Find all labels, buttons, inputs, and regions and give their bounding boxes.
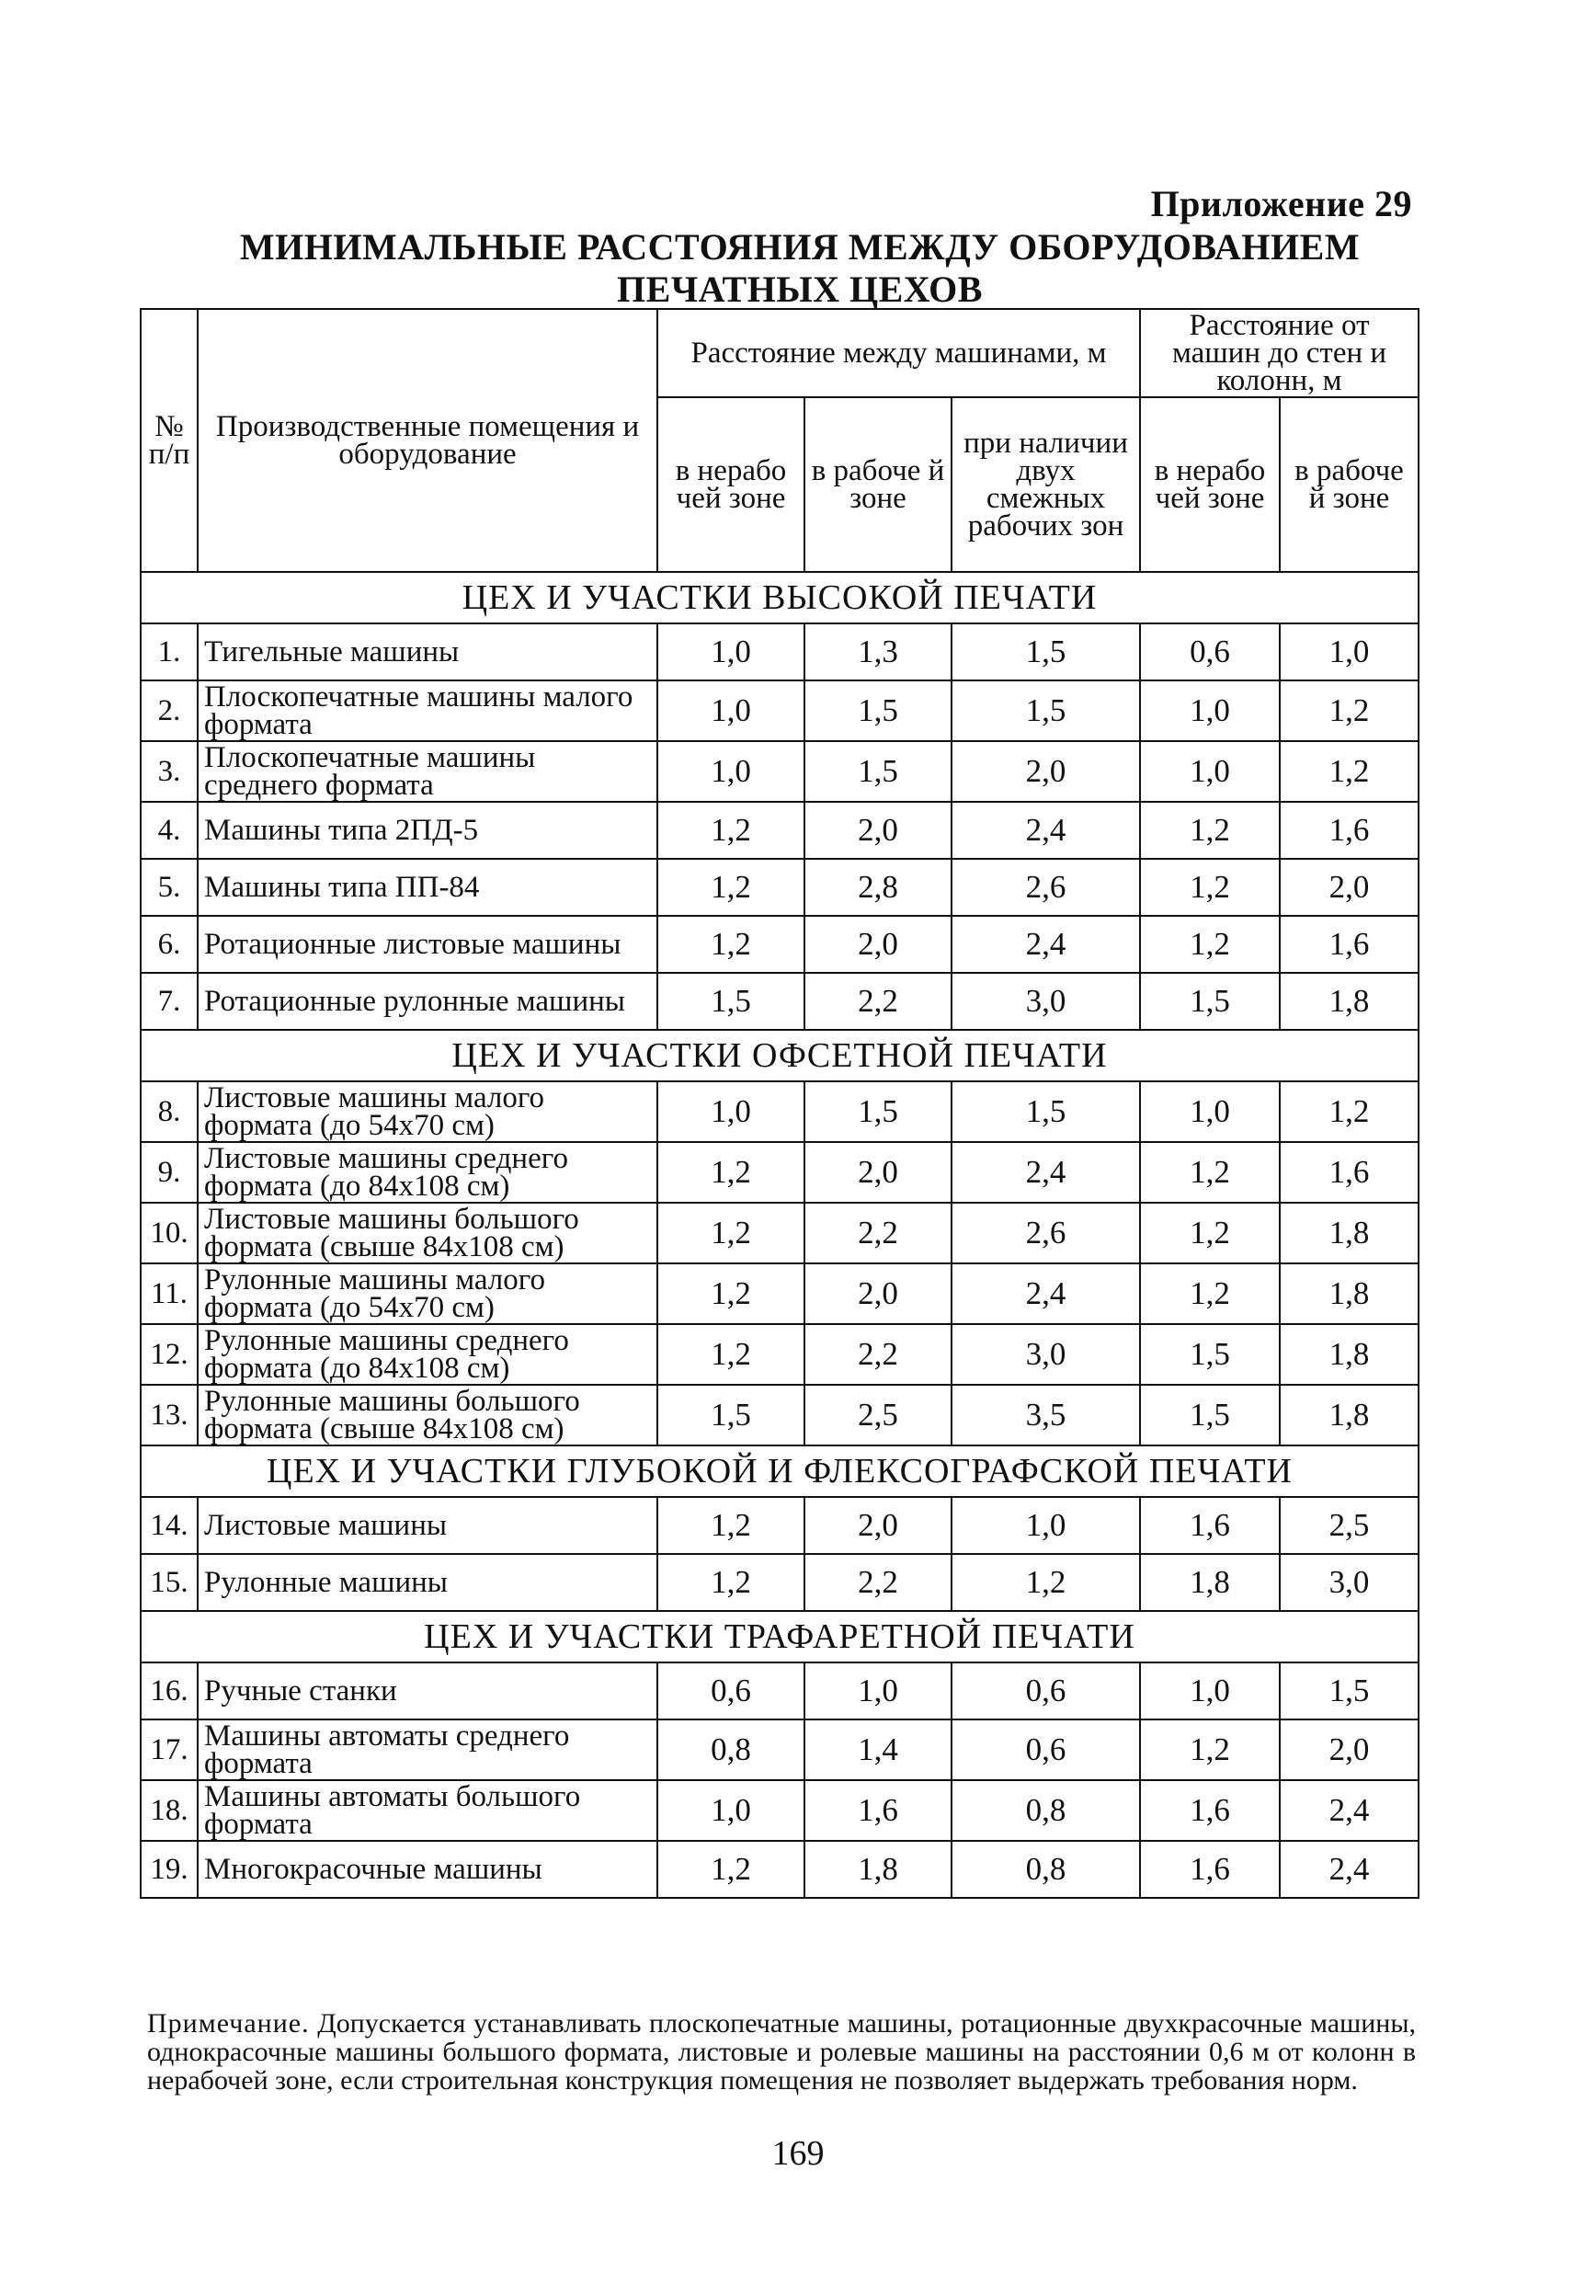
- distance-value: 1,8: [1280, 1324, 1419, 1385]
- distance-value: 2,8: [804, 859, 952, 916]
- equipment-name: Машины типа ПП-84: [198, 859, 657, 916]
- distance-value: 1,8: [804, 1841, 952, 1898]
- equipment-name: Машины автоматы среднего формата: [198, 1719, 657, 1780]
- table-row: [141, 1662, 1419, 1719]
- section-title: ЦЕХ И УЧАСТКИ ОФСЕТНОЙ ПЕЧАТИ: [141, 1030, 1419, 1081]
- equipment-name: Ротационные листовые машины: [198, 916, 657, 973]
- distance-value: 2,0: [1280, 1719, 1419, 1780]
- equipment-name: Рулонные машины среднего формата (до 84х108 см): [198, 1324, 657, 1385]
- row-number: 4.: [141, 802, 198, 859]
- distance-value: 1,2: [1140, 1719, 1280, 1780]
- distance-value: 2,0: [804, 1263, 952, 1324]
- distance-value: 1,2: [1140, 802, 1280, 859]
- distance-value: 1,5: [952, 1081, 1140, 1142]
- table-row: [141, 623, 1419, 680]
- equipment-name: Листовые машины: [198, 1497, 657, 1554]
- section-title: ЦЕХ И УЧАСТКИ ГЛУБОКОЙ И ФЛЕКСОГРАФСКОЙ ПЕЧАТИ: [141, 1445, 1419, 1497]
- distance-value: 1,0: [1140, 741, 1280, 802]
- distance-value: 3,0: [952, 1324, 1140, 1385]
- equipment-name: Многокрасочные машины: [198, 1841, 657, 1898]
- equipment-name: Ручные станки: [198, 1662, 657, 1719]
- distance-value: 1,5: [804, 680, 952, 741]
- distance-value: 1,0: [1140, 680, 1280, 741]
- distance-value: 1,2: [657, 1841, 804, 1898]
- row-number: 12.: [141, 1324, 198, 1385]
- table-row: [141, 741, 1419, 802]
- row-number: 3.: [141, 741, 198, 802]
- distance-value: 3,5: [952, 1385, 1140, 1445]
- distance-value: 1,2: [657, 802, 804, 859]
- distance-value: 1,0: [804, 1662, 952, 1719]
- row-number: 11.: [141, 1263, 198, 1324]
- distance-value: 2,2: [804, 1324, 952, 1385]
- title-line-1: МИНИМАЛЬНЫЕ РАССТОЯНИЯ МЕЖДУ ОБОРУДОВАНИЕМ: [239, 226, 1361, 268]
- distance-value: 2,0: [804, 916, 952, 973]
- table-row: [141, 1324, 1419, 1385]
- header-group-machines: Расстояние между машинами, м: [657, 309, 1140, 397]
- distance-value: 2,4: [1280, 1780, 1419, 1841]
- header-num: № п/п: [141, 309, 198, 572]
- row-number: 9.: [141, 1142, 198, 1203]
- row-number: 16.: [141, 1662, 198, 1719]
- distance-value: 1,2: [657, 1497, 804, 1554]
- equipment-name: Листовые машины малого формата (до 54х70 см): [198, 1081, 657, 1142]
- distance-value: 2,4: [952, 802, 1140, 859]
- distance-value: 1,0: [657, 1780, 804, 1841]
- table-row: [141, 1142, 1419, 1203]
- distance-value: 1,6: [1280, 802, 1419, 859]
- distance-value: 1,2: [657, 1263, 804, 1324]
- distance-value: 2,0: [804, 1497, 952, 1554]
- section-row: [141, 1611, 1419, 1662]
- distance-value: 1,2: [1140, 1142, 1280, 1203]
- section-title: ЦЕХ И УЧАСТКИ ТРАФАРЕТНОЙ ПЕЧАТИ: [141, 1611, 1419, 1662]
- distance-value: 1,5: [952, 623, 1140, 680]
- row-number: 7.: [141, 973, 198, 1030]
- header-walls-work-zone: в рабоче й зоне: [1280, 397, 1419, 572]
- distance-value: 1,5: [1280, 1662, 1419, 1719]
- distance-value: 1,2: [657, 1142, 804, 1203]
- row-number: 14.: [141, 1497, 198, 1554]
- distance-value: 1,0: [657, 741, 804, 802]
- row-number: 13.: [141, 1385, 198, 1445]
- distance-value: 2,2: [804, 973, 952, 1030]
- distance-value: 1,4: [804, 1719, 952, 1780]
- distance-value: 1,8: [1280, 1385, 1419, 1445]
- distance-value: 0,8: [952, 1780, 1140, 1841]
- distance-value: 1,6: [804, 1780, 952, 1841]
- footnote-text: Допускается устанавливать плоскопечатные машины, ротационные двухкрасочные машины, однокрасочные машины большого формата, листовые и ролевые машины на расстоянии 0,6 м от колонн в нерабочей зоне, если строительная конструкция помещения не позволяет выдержать требования норм.: [147, 2008, 1416, 2096]
- header-name: Производственные помещения и оборудование: [198, 309, 657, 572]
- distance-value: 2,2: [804, 1203, 952, 1263]
- distance-value: 2,0: [804, 1142, 952, 1203]
- table-row: [141, 1385, 1419, 1445]
- distance-value: 2,5: [804, 1385, 952, 1445]
- row-number: 18.: [141, 1780, 198, 1841]
- distance-value: 3,0: [1280, 1554, 1419, 1611]
- distance-value: 1,2: [657, 1203, 804, 1263]
- distance-value: 1,0: [657, 1081, 804, 1142]
- row-number: 10.: [141, 1203, 198, 1263]
- equipment-name: Рулонные машины малого формата (до 54х70 см): [198, 1263, 657, 1324]
- header-walls-nonwork-zone: в нерабо чей зоне: [1140, 397, 1280, 572]
- distance-value: 2,6: [952, 1203, 1140, 1263]
- distance-value: 1,5: [657, 973, 804, 1030]
- distance-value: 1,2: [952, 1554, 1140, 1611]
- table-row: [141, 1841, 1419, 1898]
- distance-value: 3,0: [952, 973, 1140, 1030]
- distance-value: 1,3: [804, 623, 952, 680]
- row-number: 8.: [141, 1081, 198, 1142]
- distance-value: 1,2: [1140, 1263, 1280, 1324]
- equipment-name: Рулонные машины большого формата (свыше 84х108 см): [198, 1385, 657, 1445]
- distance-value: 0,6: [1140, 623, 1280, 680]
- distance-value: 1,0: [1280, 623, 1419, 680]
- table-row: [141, 1497, 1419, 1554]
- distance-value: 1,2: [1140, 916, 1280, 973]
- footnote: [147, 2009, 1416, 2095]
- equipment-name: Машины автоматы большого формата: [198, 1780, 657, 1841]
- distance-value: 0,6: [657, 1662, 804, 1719]
- distance-value: 1,5: [1140, 973, 1280, 1030]
- header-nonwork-zone: в нерабо чей зоне: [657, 397, 804, 572]
- distance-value: 0,8: [657, 1719, 804, 1780]
- distance-value: 2,0: [1280, 859, 1419, 916]
- equipment-name: Тигельные машины: [198, 623, 657, 680]
- distance-value: 1,6: [1280, 1142, 1419, 1203]
- distance-value: 2,0: [804, 802, 952, 859]
- distance-value: 1,0: [657, 623, 804, 680]
- distance-value: 1,0: [952, 1497, 1140, 1554]
- table-row: [141, 1719, 1419, 1780]
- header-group-walls: Расстояние от машин до стен и колонн, м: [1140, 309, 1419, 397]
- distance-value: 1,2: [1140, 859, 1280, 916]
- distance-value: 1,8: [1280, 1203, 1419, 1263]
- distances-table: [140, 308, 1419, 1899]
- equipment-name: Машины типа 2ПД-5: [198, 802, 657, 859]
- distance-value: 1,6: [1140, 1841, 1280, 1898]
- section-title: ЦЕХ И УЧАСТКИ ВЫСОКОЙ ПЕЧАТИ: [141, 572, 1419, 623]
- row-number: 2.: [141, 680, 198, 741]
- table-row: [141, 859, 1419, 916]
- distance-value: 1,2: [1280, 680, 1419, 741]
- table-row: [141, 1203, 1419, 1263]
- row-number: 1.: [141, 623, 198, 680]
- distance-value: 1,6: [1140, 1780, 1280, 1841]
- row-number: 6.: [141, 916, 198, 973]
- distance-value: 1,6: [1140, 1497, 1280, 1554]
- header-work-zone: в рабоче й зоне: [804, 397, 952, 572]
- distance-value: 2,0: [952, 741, 1140, 802]
- distance-value: 1,0: [1140, 1081, 1280, 1142]
- distance-value: 1,8: [1140, 1554, 1280, 1611]
- appendix-label: Приложение 29: [1150, 183, 1412, 224]
- distance-value: 1,8: [1280, 973, 1419, 1030]
- table-row: [141, 1780, 1419, 1841]
- equipment-name: Плоскопечатные машины среднего формата: [198, 741, 657, 802]
- table-row: [141, 1263, 1419, 1324]
- header-adjacent-zones: при наличии двух смежных рабочих зон: [952, 397, 1140, 572]
- section-row: [141, 1445, 1419, 1497]
- distance-value: 1,0: [657, 680, 804, 741]
- table-row: [141, 680, 1419, 741]
- distance-value: 1,5: [952, 680, 1140, 741]
- distance-value: 1,8: [1280, 1263, 1419, 1324]
- distance-value: 1,2: [1140, 1203, 1280, 1263]
- table-row: [141, 1554, 1419, 1611]
- title-line-2: ПЕЧАТНЫХ ЦЕХОВ: [617, 268, 983, 310]
- table-row: [141, 973, 1419, 1030]
- distance-value: 1,2: [1280, 741, 1419, 802]
- row-number: 17.: [141, 1719, 198, 1780]
- distance-value: 0,8: [952, 1841, 1140, 1898]
- table-row: [141, 1081, 1419, 1142]
- equipment-name: Листовые машины среднего формата (до 84х108 см): [198, 1142, 657, 1203]
- table-row: [141, 802, 1419, 859]
- distance-value: 2,2: [804, 1554, 952, 1611]
- distance-value: 1,5: [804, 741, 952, 802]
- page-number: 169: [771, 2134, 825, 2173]
- distance-value: 2,4: [952, 916, 1140, 973]
- distance-value: 1,2: [657, 1324, 804, 1385]
- table-row: [141, 916, 1419, 973]
- distance-value: 1,2: [1280, 1081, 1419, 1142]
- row-number: 15.: [141, 1554, 198, 1611]
- section-row: [141, 572, 1419, 623]
- distance-value: 1,5: [1140, 1324, 1280, 1385]
- equipment-name: Листовые машины большого формата (свыше 84х108 см): [198, 1203, 657, 1263]
- distance-value: 0,6: [952, 1662, 1140, 1719]
- distance-value: 2,4: [952, 1142, 1140, 1203]
- distance-value: 1,5: [1140, 1385, 1280, 1445]
- equipment-name: Ротационные рулонные машины: [198, 973, 657, 1030]
- distance-value: 1,0: [1140, 1662, 1280, 1719]
- distance-value: 1,2: [657, 1554, 804, 1611]
- distance-value: 1,5: [657, 1385, 804, 1445]
- section-row: [141, 1030, 1419, 1081]
- row-number: 5.: [141, 859, 198, 916]
- page-title: [175, 226, 1425, 311]
- row-number: 19.: [141, 1841, 198, 1898]
- equipment-name: Плоскопечатные машины малого формата: [198, 680, 657, 741]
- equipment-name: Рулонные машины: [198, 1554, 657, 1611]
- distance-value: 1,2: [657, 916, 804, 973]
- table-body: [141, 572, 1419, 1898]
- distance-value: 0,6: [952, 1719, 1140, 1780]
- distance-value: 2,6: [952, 859, 1140, 916]
- distance-value: 2,4: [1280, 1841, 1419, 1898]
- distance-value: 2,5: [1280, 1497, 1419, 1554]
- distance-value: 1,2: [657, 859, 804, 916]
- distance-value: 1,6: [1280, 916, 1419, 973]
- distance-value: 1,5: [804, 1081, 952, 1142]
- distance-value: 2,4: [952, 1263, 1140, 1324]
- footnote-label: Примечание.: [147, 2008, 310, 2039]
